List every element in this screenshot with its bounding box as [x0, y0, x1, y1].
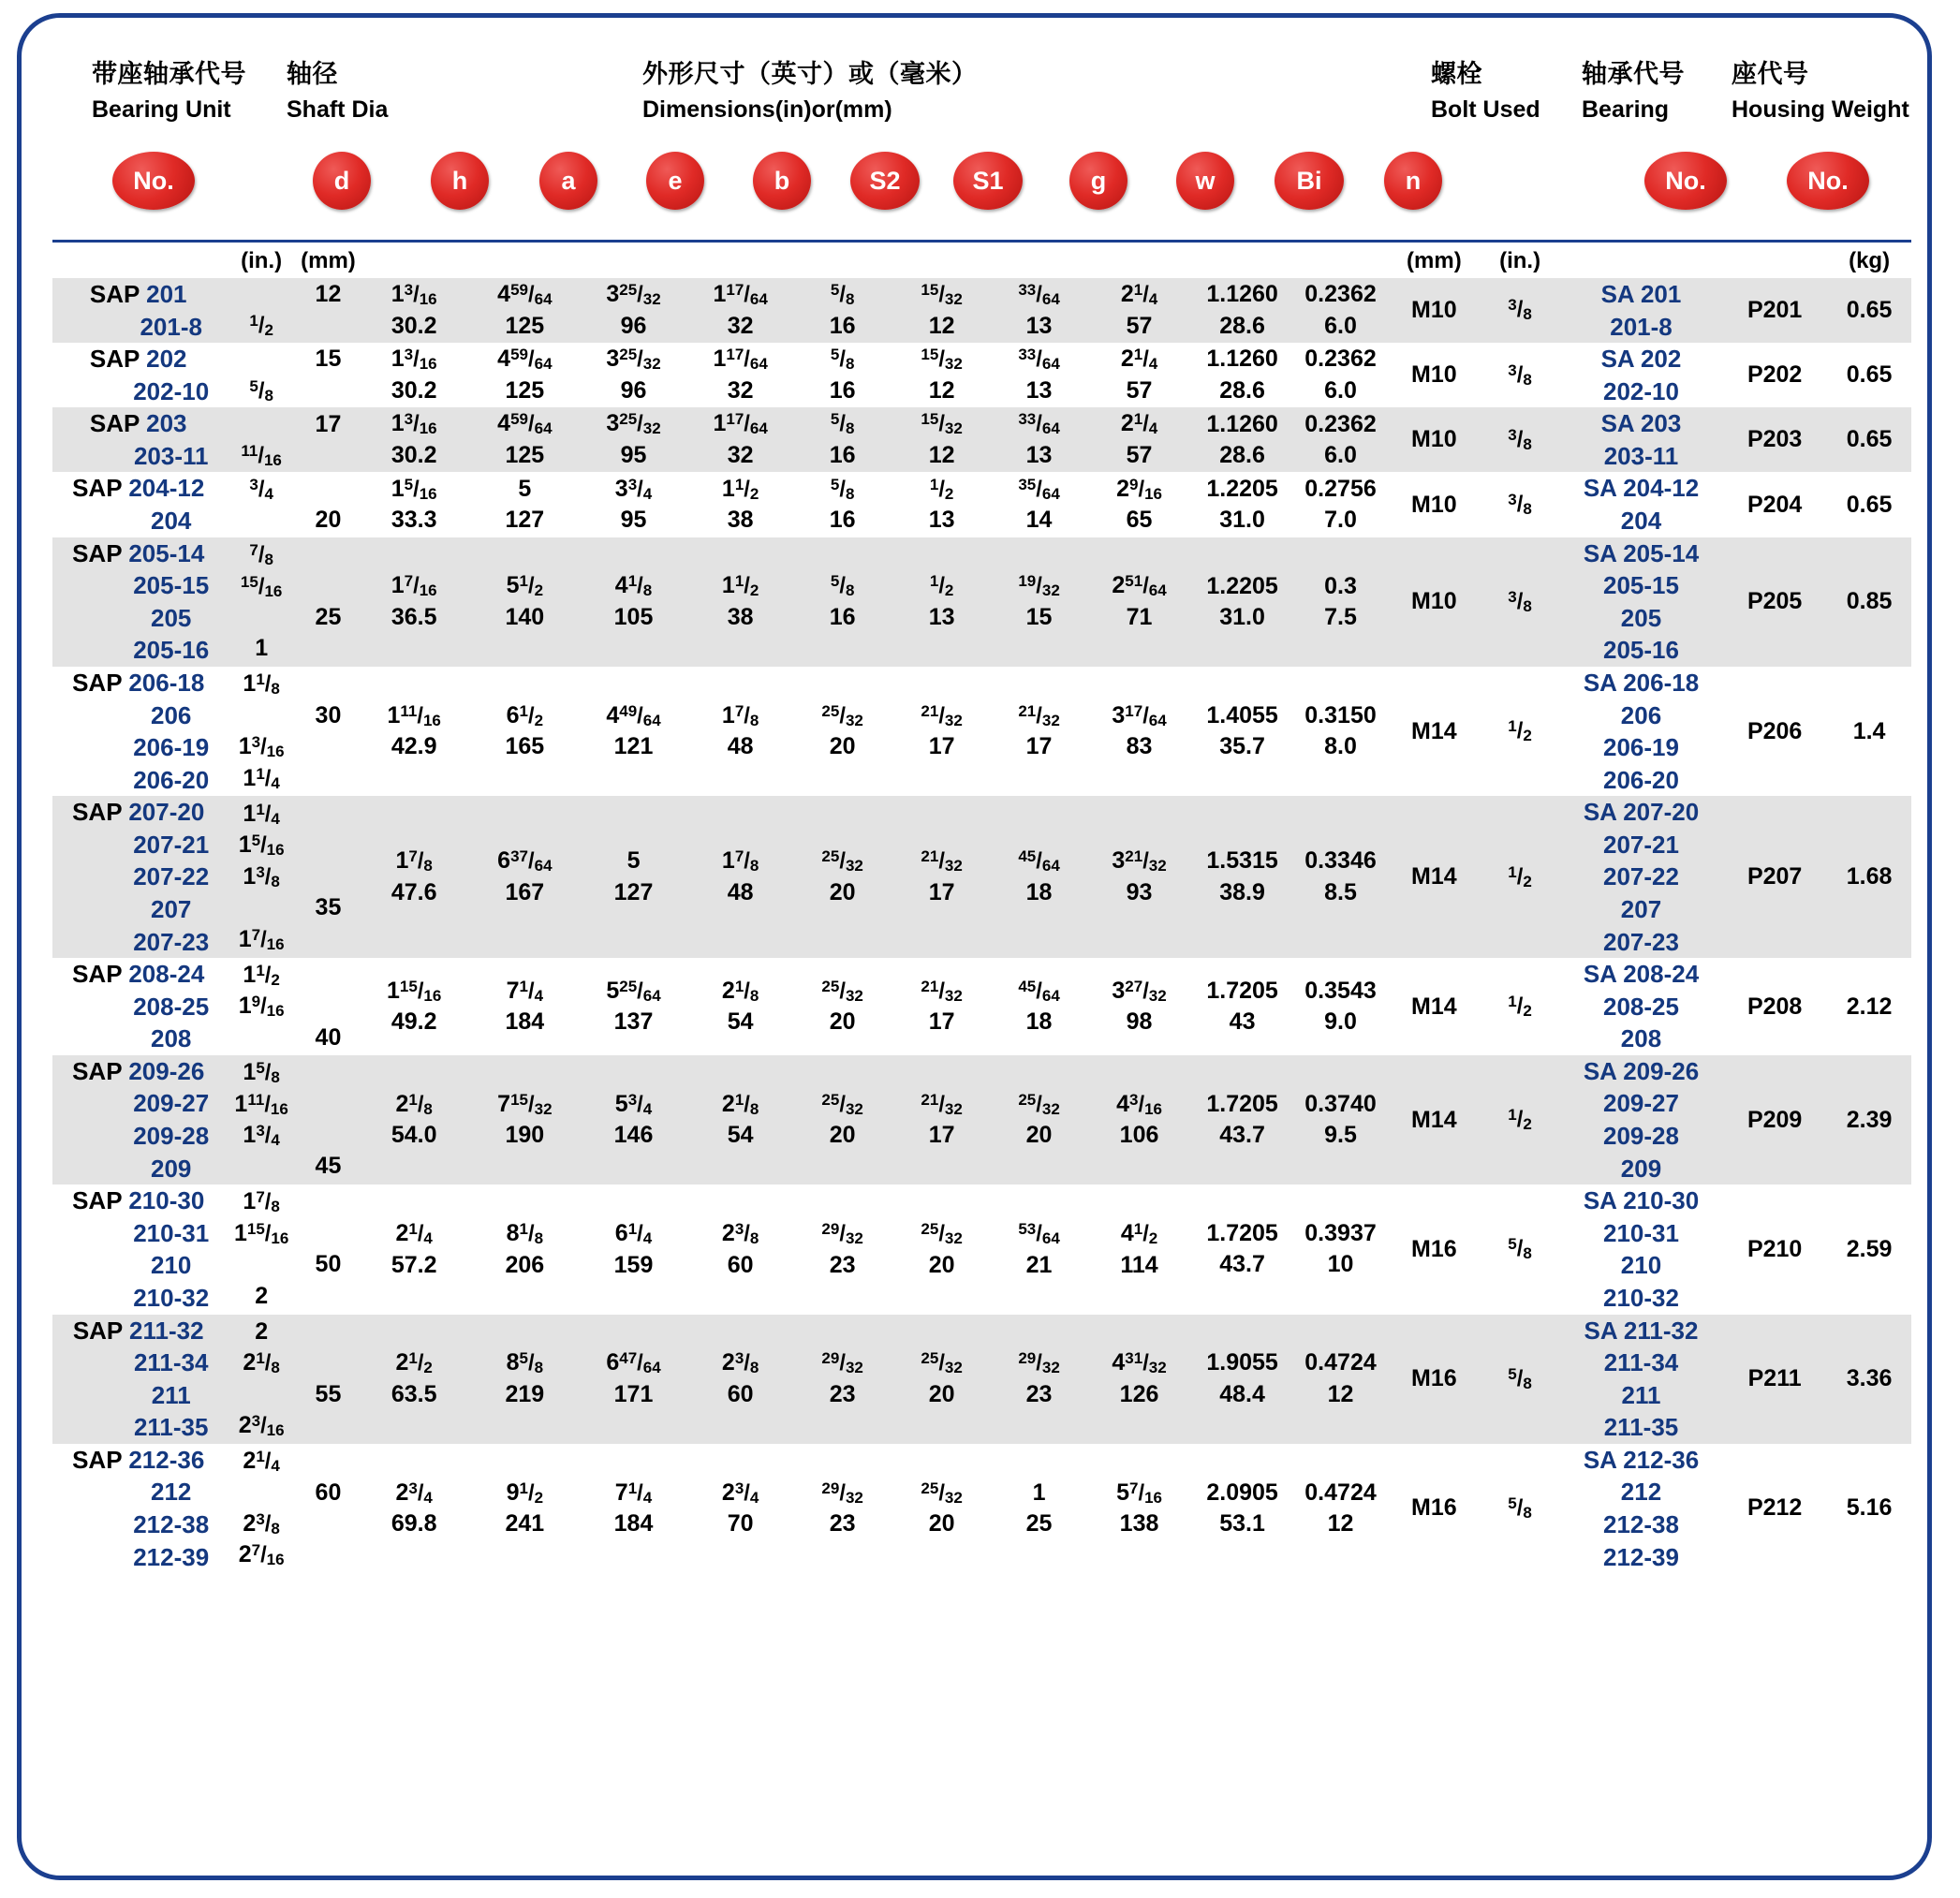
- dim-s1: $^1/_2$ 13: [928, 572, 955, 630]
- dim-g: $^{33}/_{64}$ 13: [1018, 281, 1060, 339]
- dim-bi: 1.1260 28.6: [1206, 346, 1278, 404]
- dim-s1: $^{25}/_{32}$ 20: [921, 1479, 963, 1538]
- housing-code: P206: [1746, 717, 1803, 744]
- bolt-inch: $^3/_8$: [1508, 587, 1532, 615]
- dim-s2: $^{25}/_{32}$ 20: [821, 1090, 863, 1149]
- dim-h: $2^3/_4$ 69.8: [391, 1479, 437, 1538]
- units-blank-s2: [793, 242, 892, 279]
- header-bearing-unit-en: Bearing Unit: [92, 96, 231, 124]
- dim-s2: $^5/_8$ 16: [829, 346, 856, 404]
- dim-e: $4^{49}/_{64}$ 121: [606, 701, 661, 760]
- dim-s1: $^{25}/_{32}$ 20: [921, 1219, 963, 1278]
- header-housing-weight-cn: 座代号: [1732, 60, 1809, 88]
- bubble-d: d: [313, 152, 371, 210]
- weight-kg: 2.12: [1846, 993, 1893, 1020]
- dim-s2: $^5/_8$ 16: [829, 410, 856, 469]
- bubble-bi: Bi: [1275, 152, 1344, 210]
- dim-h: $2^1/_4$ 57.2: [391, 1219, 437, 1278]
- shaft-dia-inch: $1^5/_8$ $1^{11}/_{16}$ $1^3/_4$: [234, 1058, 288, 1150]
- dim-b: $2^1/_8$ 54: [721, 977, 759, 1036]
- table-row: [52, 1444, 1911, 1573]
- dim-n: 0.2362 6.0: [1304, 410, 1377, 468]
- bolt-inch: $^1/_2$: [1508, 717, 1532, 745]
- bolt-inch: $^5/_8$: [1508, 1493, 1532, 1523]
- dim-s2: $^{25}/_{32}$ 20: [821, 701, 863, 760]
- shaft-dia-inch: $1^1/_2$ $1^9/_{16}$: [238, 961, 285, 1021]
- bearing-code: SA 205-14 205-15 205 205-16: [1583, 538, 1700, 665]
- table-row: [52, 1055, 1911, 1184]
- dim-g: $^{33}/_{64}$ 13: [1018, 346, 1060, 404]
- units-blank-n: [1293, 242, 1389, 279]
- weight-kg: 0.65: [1846, 491, 1893, 518]
- dim-a: $7^1/_4$ 184: [505, 977, 545, 1036]
- dim-b: $2^3/_8$ 60: [721, 1349, 759, 1407]
- bubble-e: e: [646, 152, 704, 210]
- dim-b: $1^{17}/_{64}$ 32: [713, 281, 768, 339]
- header-bolt-used: [1431, 58, 1540, 125]
- dim-s2: $^{25}/_{32}$ 20: [821, 977, 863, 1036]
- dim-g: $^{21}/_{32}$ 17: [1018, 701, 1060, 760]
- shaft-dia-inch: $2^1/_4$ $2^3/_8$ $2^7/_{16}$: [238, 1447, 285, 1569]
- units-spacer: [52, 242, 224, 279]
- bubble-no-2: No.: [1644, 152, 1727, 210]
- dim-s2: $^{25}/_{32}$ 20: [821, 847, 863, 905]
- dim-g: $^{45}/_{64}$ 18: [1018, 847, 1060, 905]
- dim-s2: $^{29}/_{32}$ 23: [821, 1349, 863, 1407]
- shaft-dia-inch: $1^1/_8$ $1^3/_{16}$ $1^1/_4$: [238, 669, 285, 792]
- bubble-n: n: [1384, 152, 1442, 210]
- bubble-h: h: [431, 152, 489, 210]
- dim-n: 0.3 7.5: [1324, 572, 1357, 630]
- dim-h: $1^7/_8$ 47.6: [391, 847, 437, 905]
- table-row: [52, 958, 1911, 1055]
- table-row: [52, 796, 1911, 958]
- dim-s1: $^{21}/_{32}$ 17: [921, 977, 963, 1036]
- bolt-used: M16: [1411, 1365, 1457, 1392]
- bolt-inch: $^3/_8$: [1508, 490, 1532, 519]
- weight-kg: 2.59: [1846, 1235, 1893, 1262]
- dim-a: $6^{37}/_{64}$ 167: [497, 847, 553, 905]
- units-blank-h: [358, 242, 470, 279]
- bolt-inch: $^3/_8$: [1508, 360, 1532, 389]
- header-bearing-unit: [92, 58, 246, 125]
- header-housing-weight-en: Housing Weight: [1732, 96, 1909, 124]
- housing-code: P207: [1746, 863, 1803, 890]
- bolt-used: M10: [1411, 297, 1457, 324]
- shaft-dia-mm: 30: [315, 701, 342, 728]
- housing-code: P205: [1746, 588, 1803, 615]
- housing-code: P203: [1746, 426, 1803, 453]
- dim-bi: 1.5315 38.9: [1206, 847, 1278, 905]
- dim-n: 0.4724 12: [1304, 1479, 1377, 1537]
- dim-bi: 1.9055 48.4: [1206, 1349, 1278, 1407]
- dim-n: 0.3740 9.5: [1304, 1090, 1377, 1149]
- dim-g: $^{19}/_{32}$ 15: [1018, 572, 1060, 630]
- dim-bi: 1.2205 31.0: [1206, 572, 1278, 630]
- table-row: [52, 278, 1911, 343]
- dim-w: $2^1/_4$ 57: [1120, 346, 1158, 404]
- shaft-dia-mm: 25: [315, 603, 342, 630]
- header-bearing-cn: 轴承代号: [1582, 60, 1685, 88]
- bolt-used: M10: [1411, 588, 1457, 615]
- dim-b: $1^1/_2$ 38: [721, 572, 759, 630]
- bolt-used: M10: [1411, 426, 1457, 453]
- dim-w: $3^{27}/_{32}$ 98: [1112, 977, 1167, 1036]
- dim-bi: 1.1260 28.6: [1206, 281, 1278, 339]
- dim-g: $^{29}/_{32}$ 23: [1018, 1349, 1060, 1407]
- dim-a: $9^1/_2$ 241: [505, 1479, 545, 1538]
- bearing-unit-code: SAP 208-24 208-25 208: [72, 960, 210, 1053]
- dim-s2: $^5/_8$ 16: [829, 281, 856, 339]
- dim-a: $4^{59}/_{64}$ 125: [497, 410, 553, 469]
- table-row: [52, 343, 1911, 407]
- shaft-dia-mm: 20: [315, 507, 342, 534]
- dim-h: $1^5/_{16}$ 33.3: [391, 475, 437, 534]
- bearing-code: SA 206-18 206 206-19 206-20: [1583, 668, 1700, 794]
- dim-g: $^{35}/_{64}$ 14: [1018, 475, 1060, 534]
- shaft-dia-inch: $^1/_2$: [249, 312, 273, 340]
- housing-code: P201: [1746, 297, 1803, 324]
- bolt-used: M14: [1411, 863, 1457, 890]
- dim-e: $4^1/_8$ 105: [613, 572, 654, 630]
- table-body: [52, 278, 1911, 1573]
- dim-b: $1^{17}/_{64}$ 32: [713, 410, 768, 469]
- dim-w: $2^9/_{16}$ 65: [1116, 475, 1162, 534]
- units-row: [52, 242, 1911, 279]
- weight-kg: 0.85: [1846, 588, 1893, 615]
- bolt-used: M16: [1411, 1235, 1457, 1262]
- weight-kg: 1.4: [1852, 717, 1886, 744]
- shaft-dia-mm: 17: [315, 410, 342, 437]
- dim-n: 0.3543 9.0: [1304, 977, 1377, 1035]
- dim-b: $1^7/_8$ 48: [721, 847, 759, 905]
- bearing-code: SA 210-30 210-31 210 210-32: [1583, 1186, 1700, 1312]
- bearing-unit-code: SAP 209-26 209-27 209-28 209: [72, 1056, 210, 1183]
- dim-bi: 1.4055 35.7: [1206, 701, 1278, 760]
- dim-e: $5^3/_4$ 146: [613, 1090, 654, 1149]
- table-header-labels: [52, 51, 1911, 152]
- header-shaft-dia-cn: 轴径: [287, 60, 338, 88]
- weight-kg: 1.68: [1846, 863, 1893, 890]
- shaft-dia-mm: 15: [315, 346, 342, 373]
- header-housing-weight: [1732, 58, 1909, 125]
- dim-s1: $^{21}/_{32}$ 17: [921, 1090, 963, 1149]
- dim-g: $^{25}/_{32}$ 20: [1018, 1090, 1060, 1149]
- dim-w: $2^1/_4$ 57: [1120, 281, 1158, 339]
- weight-kg: 0.65: [1846, 297, 1893, 324]
- shaft-dia-inch: $^5/_8$: [249, 376, 273, 405]
- bubble-g: g: [1069, 152, 1127, 210]
- dim-bi: 1.7205 43.7: [1206, 1090, 1278, 1149]
- shaft-dia-mm: 40: [315, 1023, 342, 1051]
- units-blank-a: [470, 242, 579, 279]
- unit-d-mm: (mm): [301, 248, 356, 273]
- column-symbol-bubbles: [52, 152, 1911, 238]
- dim-h: $2^1/_2$ 63.5: [391, 1349, 437, 1407]
- dim-s1: $^1/_2$ 13: [928, 475, 955, 534]
- dim-e: $3^{25}/_{32}$ 96: [606, 281, 661, 339]
- dim-a: $5^1/_2$ 140: [505, 572, 545, 630]
- dim-h: $1^7/_{16}$ 36.5: [391, 572, 437, 630]
- header-dimensions-en: Dimensions(in)or(mm): [642, 96, 892, 124]
- dim-w: $2^{51}/_{64}$ 71: [1112, 572, 1167, 630]
- dim-e: $6^{47}/_{64}$ 171: [606, 1349, 661, 1407]
- dim-e: 5 127: [613, 847, 654, 905]
- dim-s1: $^{15}/_{32}$ 12: [921, 281, 963, 339]
- dim-h: $1^{11}/_{16}$ 42.9: [387, 701, 441, 760]
- dim-s2: $^5/_8$ 16: [829, 572, 856, 630]
- dim-e: $3^{25}/_{32}$ 96: [606, 346, 661, 404]
- dim-s1: $^{21}/_{32}$ 17: [921, 701, 963, 760]
- shaft-dia-mm: 12: [315, 281, 342, 308]
- dim-a: 5 127: [505, 475, 545, 534]
- shaft-dia-inch: $^3/_4$: [249, 475, 273, 503]
- bubble-w: w: [1176, 152, 1234, 210]
- housing-code: P202: [1746, 361, 1803, 389]
- shaft-dia-inch: $1^1/_4$ $1^5/_{16}$ $1^3/_8$ $1^7/_{16}$: [238, 800, 285, 954]
- dim-b: $2^1/_8$ 54: [721, 1090, 759, 1149]
- dim-bi: 1.7205 43.7: [1206, 1220, 1278, 1278]
- table-row: [52, 667, 1911, 796]
- table-row: [52, 1184, 1911, 1314]
- header-bearing: [1582, 58, 1685, 125]
- dim-n: 0.2362 6.0: [1304, 346, 1377, 404]
- dim-bi: 2.0905 53.1: [1206, 1479, 1278, 1537]
- bearing-unit-code: SAP 210-30 210-31 210 210-32: [72, 1186, 210, 1312]
- header-bolt-used-en: Bolt Used: [1431, 96, 1540, 124]
- dim-s2: $^{29}/_{32}$ 23: [821, 1479, 863, 1538]
- dim-e: $5^{25}/_{64}$ 137: [606, 977, 661, 1036]
- dim-b: $1^{17}/_{64}$ 32: [713, 346, 768, 404]
- shaft-dia-mm: 45: [315, 1153, 342, 1180]
- table-row: [52, 1315, 1911, 1444]
- bolt-inch: $^1/_2$: [1508, 1105, 1532, 1134]
- header-dimensions: [642, 58, 978, 125]
- bearing-code: SA 202 202-10: [1600, 345, 1682, 405]
- dim-n: 0.2756 7.0: [1304, 475, 1377, 534]
- bearing-code: SA 207-20 207-21 207-22 207 207-23: [1583, 798, 1700, 956]
- header-shaft-dia: [287, 58, 388, 125]
- bubble-no-3: No.: [1787, 152, 1869, 210]
- bubble-s1: S1: [953, 152, 1023, 210]
- content-area: [52, 51, 1911, 1573]
- bolt-used: M16: [1411, 1494, 1457, 1522]
- dim-g: $^{33}/_{64}$ 13: [1018, 410, 1060, 469]
- dim-e: $3^3/_4$ 95: [614, 475, 653, 534]
- weight-kg: 3.36: [1846, 1365, 1893, 1392]
- housing-code: P212: [1746, 1494, 1803, 1522]
- bubble-s2: S2: [850, 152, 920, 210]
- shaft-dia-mm: 35: [315, 894, 342, 921]
- header-shaft-dia-en: Shaft Dia: [287, 96, 389, 124]
- unit-n-in: (in.): [1499, 248, 1541, 273]
- shaft-dia-inch: 2 $2^1/_8$ $2^3/_{16}$: [238, 1317, 285, 1439]
- weight-kg: 0.65: [1846, 361, 1893, 389]
- dim-a: $6^1/_2$ 165: [505, 701, 545, 760]
- dim-h: $1^3/_{16}$ 30.2: [391, 410, 437, 469]
- header-bearing-unit-cn: 带座轴承代号: [92, 60, 246, 88]
- table-row: [52, 472, 1911, 537]
- dim-w: $5^7/_{16}$ 138: [1116, 1479, 1162, 1538]
- bearing-unit-code: SAP 201 201-8: [89, 280, 202, 341]
- bearing-unit-code: SAP 212-36 212 212-38 212-39: [72, 1445, 210, 1571]
- units-blank-g: [992, 242, 1087, 279]
- dim-bi: 1.7205 43: [1206, 977, 1278, 1035]
- units-blank-s1: [892, 242, 992, 279]
- dim-a: $4^{59}/_{64}$ 125: [497, 281, 553, 339]
- table-row: [52, 537, 1911, 667]
- table-row: [52, 407, 1911, 472]
- bearing-unit-code: SAP 204-12 204: [72, 474, 205, 536]
- housing-code: P209: [1746, 1106, 1803, 1133]
- dim-b: $1^1/_2$ 38: [721, 475, 759, 534]
- dim-n: 0.3346 8.5: [1304, 847, 1377, 905]
- unit-bolt-mm: (mm): [1407, 248, 1462, 273]
- dim-s1: $^{15}/_{32}$ 12: [921, 410, 963, 469]
- dim-a: $8^1/_8$ 206: [505, 1219, 545, 1278]
- bolt-inch: $^5/_8$: [1508, 1364, 1532, 1392]
- bearing-code: SA 203 203-11: [1600, 409, 1682, 470]
- units-blank-housing: [1722, 242, 1827, 279]
- dim-h: $1^{15}/_{16}$ 49.2: [386, 977, 442, 1036]
- shaft-dia-mm: 50: [315, 1251, 342, 1278]
- bearing-code: SA 209-26 209-27 209-28 209: [1583, 1056, 1700, 1183]
- bubble-no-1: No.: [112, 152, 195, 210]
- bearing-unit-code: SAP 206-18 206 206-19 206-20: [72, 668, 210, 794]
- housing-code: P210: [1746, 1235, 1803, 1262]
- dim-s1: $^{21}/_{32}$ 17: [921, 847, 963, 905]
- bearing-unit-code: SAP 205-14 205-15 205 205-16: [72, 538, 210, 665]
- bearing-code: SA 208-24 208-25 208: [1583, 960, 1700, 1053]
- housing-code: P204: [1746, 491, 1803, 518]
- housing-code: P211: [1747, 1365, 1802, 1392]
- dim-w: $3^{21}/_{32}$ 93: [1112, 847, 1167, 905]
- bearing-unit-code: SAP 207-20 207-21 207-22 207 207-23: [72, 798, 210, 956]
- bearing-code: SA 211-32 211-34 211 211-35: [1584, 1316, 1699, 1442]
- dim-bi: 1.1260 28.6: [1206, 410, 1278, 468]
- bearing-code: SA 201 201-8: [1600, 280, 1682, 341]
- bearing-unit-code: SAP 203 203-11: [89, 409, 209, 470]
- units-blank-w: [1087, 242, 1192, 279]
- bearing-spec-table: [52, 240, 1911, 1573]
- dim-h: $1^3/_{16}$ 30.2: [391, 281, 437, 339]
- weight-kg: 0.65: [1846, 426, 1893, 453]
- dim-a: $8^5/_8$ 219: [505, 1349, 545, 1407]
- unit-d-in: (in.): [241, 248, 283, 273]
- dim-b: $2^3/_4$ 70: [721, 1479, 759, 1538]
- units-blank-bi: [1192, 242, 1293, 279]
- dim-w: $2^1/_4$ 57: [1120, 410, 1158, 469]
- header-bolt-used-cn: 螺栓: [1431, 60, 1482, 88]
- units-blank-b: [688, 242, 793, 279]
- dim-n: 0.2362 6.0: [1304, 281, 1377, 339]
- weight-kg: 2.39: [1846, 1106, 1893, 1133]
- unit-weight-kg: (kg): [1849, 248, 1891, 273]
- dim-a: $4^{59}/_{64}$ 125: [497, 346, 553, 404]
- dim-e: $6^1/_4$ 159: [613, 1219, 654, 1278]
- bearing-code: SA 204-12 204: [1583, 474, 1700, 536]
- bubble-a: a: [539, 152, 597, 210]
- header-dimensions-cn: 外形尺寸（英寸）或（毫米）: [642, 60, 978, 88]
- dim-bi: 1.2205 31.0: [1206, 475, 1278, 534]
- bolt-inch: $^5/_8$: [1508, 1235, 1532, 1263]
- dim-h: $1^3/_{16}$ 30.2: [391, 346, 437, 404]
- bolt-inch: $^3/_8$: [1508, 425, 1532, 453]
- header-bearing-en: Bearing: [1582, 96, 1670, 124]
- dim-n: 0.3937 10: [1304, 1220, 1377, 1278]
- dim-n: 0.3150 8.0: [1304, 701, 1377, 760]
- bolt-used: M10: [1411, 491, 1457, 518]
- shaft-dia-inch: $1^7/_8$ $1^{15}/_{16}$ 2: [233, 1188, 289, 1309]
- dim-n: 0.4724 12: [1304, 1349, 1377, 1407]
- dim-g: 1 25: [1025, 1479, 1053, 1537]
- dim-w: $4^{31}/_{32}$ 126: [1112, 1349, 1167, 1407]
- housing-code: P208: [1746, 993, 1803, 1020]
- dim-h: $2^1/_8$ 54.0: [391, 1090, 437, 1149]
- dim-a: $7^{15}/_{32}$ 190: [497, 1090, 553, 1149]
- bolt-used: M14: [1411, 717, 1457, 744]
- bubble-b: b: [753, 152, 811, 210]
- dim-g: $^{53}/_{64}$ 21: [1018, 1219, 1060, 1278]
- dim-b: $2^3/_8$ 60: [721, 1219, 759, 1278]
- dim-w: $4^3/_{16}$ 106: [1116, 1090, 1162, 1149]
- bolt-inch: $^1/_2$: [1508, 992, 1532, 1021]
- dim-s1: $^{25}/_{32}$ 20: [921, 1349, 963, 1407]
- units-blank-sa: [1560, 242, 1722, 279]
- bolt-inch: $^3/_8$: [1508, 296, 1532, 324]
- shaft-dia-inch: $^7/_8$ $^{15}/_{16}$ 1: [240, 540, 283, 662]
- shaft-dia-inch: $^{11}/_{16}$: [241, 441, 282, 469]
- dim-s1: $^{15}/_{32}$ 12: [921, 346, 963, 404]
- dim-g: $^{45}/_{64}$ 18: [1018, 977, 1060, 1036]
- bolt-used: M14: [1411, 993, 1457, 1020]
- bolt-inch: $^1/_2$: [1508, 862, 1532, 890]
- dim-s2: $^{29}/_{32}$ 23: [821, 1219, 863, 1278]
- weight-kg: 5.16: [1846, 1494, 1893, 1522]
- bearing-code: SA 212-36 212 212-38 212-39: [1583, 1445, 1700, 1571]
- shaft-dia-mm: 60: [315, 1479, 342, 1506]
- bearing-unit-code: SAP 202 202-10: [89, 345, 210, 405]
- dim-e: $3^{25}/_{32}$ 95: [606, 410, 661, 469]
- bearing-unit-code: SAP 211-32 211-34 211 211-35: [72, 1316, 209, 1442]
- bolt-used: M10: [1411, 361, 1457, 389]
- shaft-dia-mm: 55: [315, 1380, 342, 1407]
- units-blank-e: [579, 242, 687, 279]
- dim-w: $4^1/_2$ 114: [1120, 1219, 1158, 1278]
- dim-b: $1^7/_8$ 48: [721, 701, 759, 760]
- dim-e: $7^1/_4$ 184: [613, 1479, 654, 1538]
- dim-w: $3^{17}/_{64}$ 83: [1112, 701, 1167, 760]
- dim-s2: $^5/_8$ 16: [829, 475, 856, 534]
- bolt-used: M14: [1411, 1106, 1457, 1133]
